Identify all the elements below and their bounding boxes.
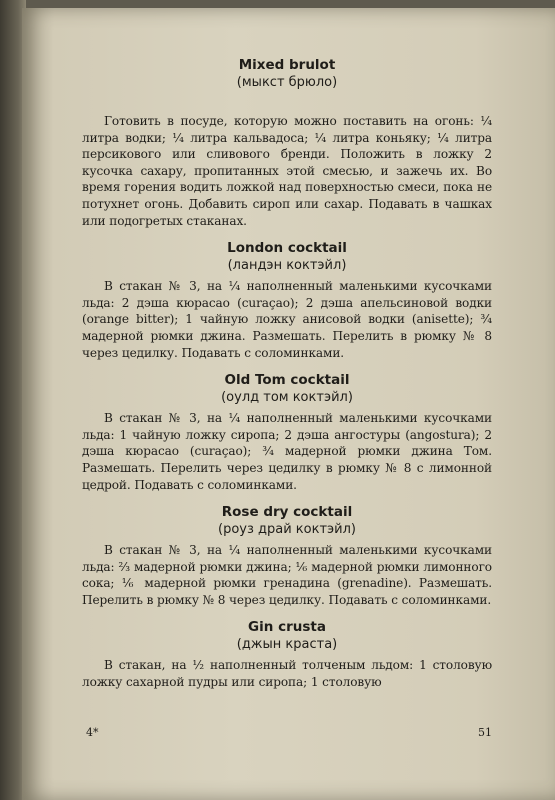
page-number: 51	[478, 726, 492, 739]
page-footer	[82, 726, 492, 744]
recipe-transliteration: (оулд том коктэйл)	[221, 390, 353, 406]
recipe-text: Готовить в посуде, которую можно поставить на огонь: ¼ литра водки; ¼ литра кальвадоса; ¼ литра коньяку; ¼ литра персикового или сливового бренди. Положить в ложку 2 кусочка сахару, пропитанных этой смесью, и зажечь их. Во время горения водить ложкой над поверхностью смеси, пока не потухнет огонь. Добавить сироп или сахар. Подавать в чашках или подогретых стаканах.	[82, 114, 492, 228]
recipe-transliteration: (мыкст брюло)	[236, 75, 338, 90]
book-page	[22, 8, 555, 800]
recipe-transliteration: (роуз драй коктэйл)	[218, 522, 356, 538]
recipe-title: Old Tom cocktail	[224, 372, 350, 389]
recipe-old-tom-cocktail	[82, 371, 492, 493]
recipe-text: В стакан № 3, на ¼ наполненный маленькими кусочками льда: ⅔ мадерной рюмки джина; ⅙ мадерной рюмки лимонного сока; ⅙ мадерной рюмки гренадина (grenadine). Размешать. Перелить в рюмку № 8 через цедилку. Подавать с соломинками.	[82, 543, 492, 607]
printer-signature-mark: 4*	[86, 726, 99, 739]
recipe-london-cocktail	[82, 239, 492, 361]
recipe-text: В стакан № 3, на ¼ наполненный маленькими кусочками льда: 1 чайную ложку сиропа; 2 дэша ангостуры (angostura); 2 дэша кюрасао (curaçao); ¾ мадерной рюмки джина Том. Размешать. Перелить через цедилку в рюмку № 8 с лимонной цедрой. Подавать с соломинками.	[82, 411, 492, 492]
recipe-text: В стакан, на ½ наполненный толченым льдом: 1 столовую ложку сахарной пудры или сиропа; 1 столовую	[82, 658, 492, 690]
recipe-gin-crusta	[82, 618, 492, 690]
recipe-rose-dry-cocktail	[82, 503, 492, 608]
recipe-title: London cocktail	[227, 240, 347, 257]
recipe-mixed-brulot	[82, 56, 492, 229]
page-content	[82, 56, 492, 691]
recipe-title: Rose dry cocktail	[221, 504, 353, 521]
recipe-text: В стакан № 3, на ¼ наполненный маленькими кусочками льда: 2 дэша кюрасао (curaçao); 2 дэша апельсиновой водки (orange bitter); 1 чайную ложку анисовой водки (anisette); ¾ мадерной рюмки джина. Размешать. Перелить в рюмку № 8 через цедилку. Подавать с соломинками.	[82, 279, 492, 360]
recipe-transliteration: (джын краста)	[236, 637, 338, 653]
recipe-title: Mixed brulot	[238, 57, 336, 73]
recipe-transliteration: (ландэн коктэйл)	[227, 258, 347, 274]
recipe-title: Gin crusta	[248, 619, 326, 636]
